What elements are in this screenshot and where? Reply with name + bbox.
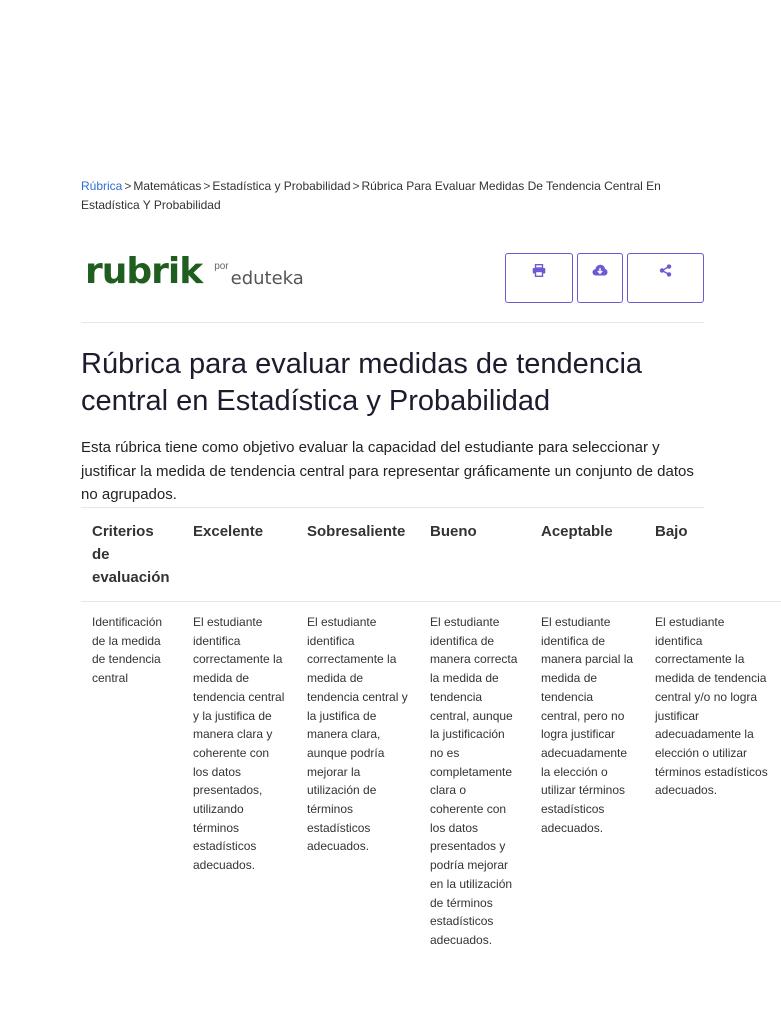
print-button[interactable] — [505, 253, 573, 303]
page-title: Rúbrica para evaluar medidas de tendencia central en Estadística y Probabilidad — [81, 348, 643, 417]
header-bajo: Bajo — [644, 508, 781, 602]
table-row — [81, 602, 781, 960]
breadcrumb-separator: > — [203, 179, 211, 193]
share-icon — [659, 264, 672, 277]
header-divider — [81, 322, 704, 323]
page-description: Esta rúbrica tiene como objetivo evaluar la capacidad del estudiante para seleccionar y justificar la medida de tendencia central para representar gráficamente un conjunto de datos no agrupados. — [81, 439, 694, 503]
download-button[interactable] — [577, 253, 623, 303]
cell-excelente: El estudiante identifica correctamente la medida de tendencia central y la justifica de manera clara y coherente con los datos presentados, utilizando términos estadísticos adecuados. — [193, 615, 285, 873]
table-header-row — [81, 508, 781, 602]
breadcrumb-item-estadistica[interactable]: Estadística y Probabilidad — [212, 179, 351, 193]
logo-eduteka: eduteka — [230, 268, 304, 289]
header-logo-row — [81, 248, 704, 308]
page-content — [81, 0, 768, 1024]
rubric-table-container[interactable] — [81, 507, 768, 1025]
share-button[interactable] — [627, 253, 704, 303]
breadcrumb-item-matematicas[interactable]: Matemáticas — [133, 179, 202, 193]
breadcrumb-item-current: Rúbrica Para Evaluar Medidas De Tendencia Central En Estadística Y Probabilidad — [81, 179, 661, 212]
logo-wordmark: rubrik — [85, 251, 203, 292]
breadcrumb-link-rubrica[interactable]: Rúbrica — [81, 179, 123, 193]
breadcrumb-separator: > — [352, 179, 360, 193]
action-buttons — [505, 253, 704, 303]
cloud-download-icon — [592, 264, 608, 276]
cell-bueno: El estudiante identifica de manera correcta la medida de tendencia central, aunque la justificación no es completamente clara o coherente con los datos presentados y podría mejorar en la utilización de términos estadísticos adecuados. — [430, 615, 518, 947]
print-icon — [532, 264, 546, 277]
cell-aceptable: El estudiante identifica de manera parcial la medida de tendencia central, pero no logra justificar adecuadamente la elección o utilizar términos estadísticos adecuados. — [541, 615, 634, 835]
rubric-table — [81, 508, 781, 960]
cell-sobresaliente: El estudiante identifica correctamente la medida de tendencia central y la justifica de manera clara, aunque podría mejorar la utilización de términos estadísticos adecuados. — [307, 615, 408, 854]
rubrik-logo[interactable] — [85, 252, 304, 296]
header-aceptable: Aceptable — [530, 508, 644, 602]
header-excelente: Excelente — [182, 508, 296, 602]
cell-criterio: Identificación de la medida de tendencia central — [92, 615, 163, 686]
header-criterios: Criterios de evaluación — [81, 508, 182, 602]
header-bueno: Bueno — [419, 508, 530, 602]
breadcrumb-separator: > — [124, 179, 132, 193]
header-sobresaliente: Sobresaliente — [296, 508, 419, 602]
cell-bajo: El estudiante identifica correctamente la medida de tendencia central y/o no logra justificar adecuadamente la elección o utilizar términos estadísticos adecuados. — [655, 615, 768, 798]
breadcrumb — [81, 177, 704, 215]
logo-por: por — [214, 261, 229, 272]
